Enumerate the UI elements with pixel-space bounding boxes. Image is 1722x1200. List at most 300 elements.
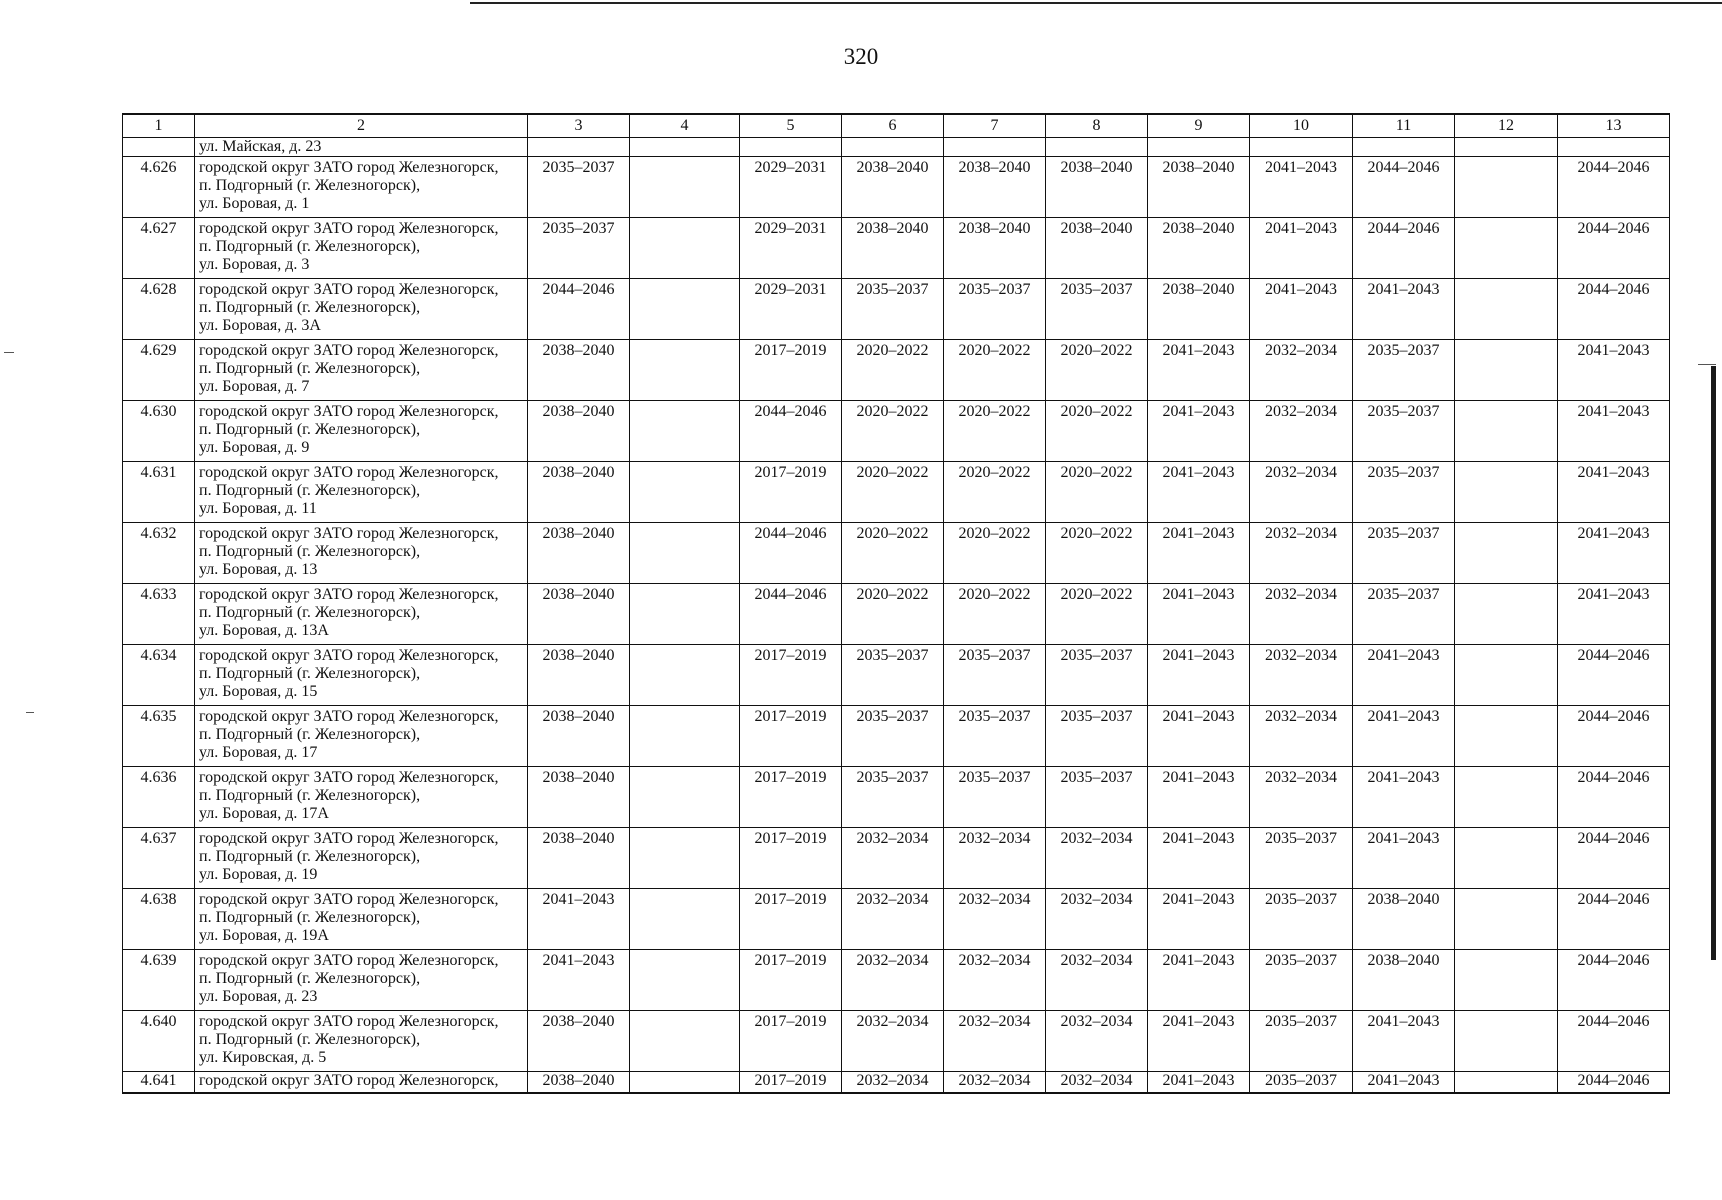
address-line: городской округ ЗАТО город Железногорск, [199,1013,499,1030]
cell-period-c12 [1455,218,1558,279]
table-row [123,279,1670,340]
cell-period-c9: 2038–2040 [1148,279,1250,340]
cell-num [123,138,195,157]
cell-period-c10: 2041–2043 [1250,157,1353,218]
cell-period-c4 [630,279,740,340]
column-header-1: 1 [123,114,195,138]
cell-period-c13: 2044–2046 [1558,279,1670,340]
cell-period-c5: 2017–2019 [740,1072,842,1094]
cell-period-c5: 2017–2019 [740,767,842,828]
cell-period-c10: 2041–2043 [1250,279,1353,340]
table-row [123,828,1670,889]
cell-period-c12 [1455,157,1558,218]
address-line: п. Подгорный (г. Железногорск), [199,604,421,621]
cell-period-c9: 2041–2043 [1148,340,1250,401]
cell-period-c9: 2041–2043 [1148,767,1250,828]
address-line: ул. Боровая, д. 17А [199,805,329,822]
table-row [123,950,1670,1011]
address-line: городской округ ЗАТО город Железногорск, [199,830,499,847]
cell-period-c11: 2044–2046 [1353,157,1455,218]
cell-period-c4 [630,828,740,889]
cell-period-c5: 2017–2019 [740,706,842,767]
table-row [123,401,1670,462]
cell-item-number: 4.636 [123,767,195,828]
cell-address [195,1072,528,1094]
cell-period-c7: 2032–2034 [944,828,1046,889]
cell-address-tail: ул. Майская, д. 23 [195,138,528,157]
cell-period-c4 [630,1072,740,1094]
cell-period-c5: 2017–2019 [740,1011,842,1072]
address-line: городской округ ЗАТО город Железногорск, [199,220,499,237]
cell-item-number: 4.633 [123,584,195,645]
cell-address [195,462,528,523]
cell-period-c13: 2044–2046 [1558,767,1670,828]
cell-period-c5: 2044–2046 [740,584,842,645]
cell-empty [842,138,944,157]
cell-period-c4 [630,401,740,462]
cell-period-c10: 2035–2037 [1250,1011,1353,1072]
cell-period-c8: 2020–2022 [1046,340,1148,401]
cell-period-c4 [630,767,740,828]
cell-empty [1148,138,1250,157]
cell-period-c7: 2020–2022 [944,340,1046,401]
address-line: городской округ ЗАТО город Железногорск, [199,708,499,725]
cell-period-c9: 2038–2040 [1148,157,1250,218]
top-rule [470,2,1722,4]
table-row [123,1011,1670,1072]
cell-period-c7: 2032–2034 [944,950,1046,1011]
cell-period-c12 [1455,767,1558,828]
cell-address [195,340,528,401]
cell-period-c8: 2020–2022 [1046,401,1148,462]
cell-address [195,1011,528,1072]
cell-period-c11: 2041–2043 [1353,1011,1455,1072]
cell-period-c9: 2041–2043 [1148,401,1250,462]
address-line: п. Подгорный (г. Железногорск), [199,726,421,743]
column-header-7: 7 [944,114,1046,138]
cell-period-c11: 2041–2043 [1353,767,1455,828]
cell-item-number: 4.634 [123,645,195,706]
cell-period-c11: 2041–2043 [1353,706,1455,767]
cell-item-number: 4.626 [123,157,195,218]
cell-period-c13: 2044–2046 [1558,1011,1670,1072]
cell-period-c12 [1455,950,1558,1011]
cell-period-c12 [1455,401,1558,462]
cell-empty [1558,138,1670,157]
cell-period-c12 [1455,279,1558,340]
cell-empty [1250,138,1353,157]
address-line: ул. Боровая, д. 11 [199,500,317,517]
cell-period-c5: 2017–2019 [740,462,842,523]
cell-period-c4 [630,523,740,584]
table-row [123,340,1670,401]
address-line: п. Подгорный (г. Железногорск), [199,299,421,316]
cell-period-c7: 2038–2040 [944,218,1046,279]
cell-period-c10: 2032–2034 [1250,340,1353,401]
cell-period-c12 [1455,523,1558,584]
cell-period-c12 [1455,1072,1558,1094]
cell-period-c3: 2038–2040 [528,462,630,523]
cell-item-number: 4.637 [123,828,195,889]
address-line: городской округ ЗАТО город Железногорск, [199,647,499,664]
cell-period-c7: 2035–2037 [944,767,1046,828]
column-header-6: 6 [842,114,944,138]
cell-item-number: 4.630 [123,401,195,462]
cell-period-c13: 2044–2046 [1558,950,1670,1011]
cell-period-c6: 2035–2037 [842,706,944,767]
table-row [123,462,1670,523]
cell-address [195,584,528,645]
cell-period-c5: 2017–2019 [740,828,842,889]
cell-period-c5: 2017–2019 [740,645,842,706]
address-line: п. Подгорный (г. Железногорск), [199,421,421,438]
cell-period-c5: 2044–2046 [740,523,842,584]
column-header-11: 11 [1353,114,1455,138]
cell-period-c8: 2038–2040 [1046,218,1148,279]
cell-period-c13: 2044–2046 [1558,645,1670,706]
address-line: ул. Боровая, д. 23 [199,988,318,1005]
scan-mark [26,712,34,713]
cell-period-c12 [1455,584,1558,645]
cell-period-c7: 2020–2022 [944,462,1046,523]
cell-period-c6: 2032–2034 [842,828,944,889]
address-line: городской округ ЗАТО город Железногорск, [199,891,499,908]
cell-period-c9: 2041–2043 [1148,889,1250,950]
cell-period-c11: 2035–2037 [1353,401,1455,462]
address-line: п. Подгорный (г. Железногорск), [199,970,421,987]
cell-period-c6: 2020–2022 [842,401,944,462]
scan-margin-bar [1711,366,1716,960]
cell-period-c13: 2044–2046 [1558,828,1670,889]
cell-period-c3: 2041–2043 [528,950,630,1011]
address-line: ул. Боровая, д. 17 [199,744,318,761]
cell-period-c4 [630,889,740,950]
column-header-10: 10 [1250,114,1353,138]
cell-period-c13: 2041–2043 [1558,340,1670,401]
cell-period-c10: 2035–2037 [1250,950,1353,1011]
cell-period-c6: 2020–2022 [842,584,944,645]
cell-address [195,950,528,1011]
cell-period-c3: 2035–2037 [528,218,630,279]
housing-schedule-table [122,113,1670,1094]
cell-period-c9: 2041–2043 [1148,1011,1250,1072]
address-line: ул. Боровая, д. 13А [199,622,329,639]
cell-address [195,828,528,889]
cell-period-c3: 2044–2046 [528,279,630,340]
address-line: ул. Кировская, д. 5 [199,1049,327,1066]
cell-item-number: 4.627 [123,218,195,279]
cell-period-c7: 2020–2022 [944,401,1046,462]
cell-period-c5: 2017–2019 [740,340,842,401]
cell-period-c6: 2032–2034 [842,950,944,1011]
address-line: п. Подгорный (г. Железногорск), [199,482,421,499]
cell-period-c9: 2041–2043 [1148,645,1250,706]
cell-period-c12 [1455,340,1558,401]
cell-period-c3: 2038–2040 [528,706,630,767]
cell-period-c11: 2041–2043 [1353,1072,1455,1094]
address-line: городской округ ЗАТО город Железногорск, [199,1072,499,1089]
address-line: городской округ ЗАТО город Железногорск, [199,586,499,603]
cell-period-c3: 2038–2040 [528,340,630,401]
address-line: п. Подгорный (г. Железногорск), [199,238,421,255]
cell-period-c9: 2041–2043 [1148,950,1250,1011]
cell-empty [1455,138,1558,157]
address-line: ул. Боровая, д. 1 [199,195,310,212]
cell-period-c8: 2020–2022 [1046,584,1148,645]
cell-period-c6: 2035–2037 [842,767,944,828]
cell-item-number: 4.631 [123,462,195,523]
cell-period-c11: 2038–2040 [1353,950,1455,1011]
cell-address [195,706,528,767]
cell-item-number: 4.632 [123,523,195,584]
scan-mark [1698,364,1716,365]
cell-period-c6: 2038–2040 [842,157,944,218]
cell-period-c12 [1455,645,1558,706]
cell-period-c5: 2017–2019 [740,950,842,1011]
address-line: ул. Боровая, д. 9 [199,439,310,456]
cell-period-c4 [630,218,740,279]
cell-period-c7: 2038–2040 [944,157,1046,218]
cell-period-c11: 2041–2043 [1353,828,1455,889]
cell-empty [1353,138,1455,157]
cell-period-c10: 2035–2037 [1250,889,1353,950]
cell-period-c6: 2020–2022 [842,462,944,523]
address-line: п. Подгорный (г. Железногорск), [199,909,421,926]
cell-period-c8: 2020–2022 [1046,462,1148,523]
cell-period-c6: 2035–2037 [842,279,944,340]
cell-period-c12 [1455,828,1558,889]
column-header-9: 9 [1148,114,1250,138]
address-line: п. Подгорный (г. Железногорск), [199,787,421,804]
cell-period-c3: 2041–2043 [528,889,630,950]
cell-period-c10: 2041–2043 [1250,218,1353,279]
address-line: городской округ ЗАТО город Железногорск, [199,769,499,786]
cell-period-c8: 2032–2034 [1046,1011,1148,1072]
cell-period-c5: 2029–2031 [740,157,842,218]
table-row [123,706,1670,767]
cell-period-c13: 2044–2046 [1558,889,1670,950]
address-line: п. Подгорный (г. Железногорск), [199,177,421,194]
cell-period-c3: 2038–2040 [528,584,630,645]
cell-period-c8: 2035–2037 [1046,645,1148,706]
cell-period-c3: 2038–2040 [528,767,630,828]
cell-period-c13: 2041–2043 [1558,523,1670,584]
cell-period-c4 [630,584,740,645]
cell-address [195,157,528,218]
cell-period-c3: 2038–2040 [528,401,630,462]
cell-address [195,279,528,340]
cell-period-c9: 2041–2043 [1148,828,1250,889]
table-row [123,584,1670,645]
cell-period-c6: 2032–2034 [842,1011,944,1072]
cell-period-c8: 2035–2037 [1046,767,1148,828]
cell-period-c4 [630,706,740,767]
cell-item-number: 4.628 [123,279,195,340]
address-line: п. Подгорный (г. Железногорск), [199,543,421,560]
cell-period-c9: 2041–2043 [1148,584,1250,645]
cell-period-c3: 2038–2040 [528,828,630,889]
cell-period-c13: 2041–2043 [1558,462,1670,523]
cell-period-c7: 2032–2034 [944,1072,1046,1094]
cell-period-c6: 2020–2022 [842,523,944,584]
table-header [123,114,1670,138]
table-row [123,523,1670,584]
cell-period-c9: 2041–2043 [1148,1072,1250,1094]
column-header-5: 5 [740,114,842,138]
continuation-row [123,138,1670,157]
cell-period-c11: 2038–2040 [1353,889,1455,950]
cell-period-c8: 2020–2022 [1046,523,1148,584]
cell-period-c7: 2020–2022 [944,523,1046,584]
cell-period-c8: 2032–2034 [1046,1072,1148,1094]
address-line: ул. Боровая, д. 19 [199,866,318,883]
cell-period-c12 [1455,706,1558,767]
cell-period-c13: 2044–2046 [1558,1072,1670,1094]
cell-period-c9: 2041–2043 [1148,523,1250,584]
address-line: ул. Боровая, д. 3 [199,256,310,273]
address-line: п. Подгорный (г. Железногорск), [199,848,421,865]
cell-period-c11: 2044–2046 [1353,218,1455,279]
cell-period-c3: 2038–2040 [528,523,630,584]
scan-mark [4,352,14,353]
address-line: ул. Боровая, д. 7 [199,378,310,395]
cell-item-number: 4.641 [123,1072,195,1094]
cell-period-c10: 2032–2034 [1250,645,1353,706]
cell-empty [630,138,740,157]
cell-period-c7: 2032–2034 [944,889,1046,950]
cell-period-c13: 2044–2046 [1558,157,1670,218]
cell-period-c7: 2035–2037 [944,706,1046,767]
table-row [123,218,1670,279]
cell-period-c8: 2032–2034 [1046,950,1148,1011]
cell-period-c13: 2041–2043 [1558,401,1670,462]
cell-period-c3: 2038–2040 [528,645,630,706]
cell-period-c10: 2035–2037 [1250,1072,1353,1094]
cell-period-c10: 2032–2034 [1250,401,1353,462]
cell-item-number: 4.629 [123,340,195,401]
address-line: п. Подгорный (г. Железногорск), [199,665,421,682]
cell-empty [944,138,1046,157]
cell-period-c8: 2035–2037 [1046,279,1148,340]
address-line: городской округ ЗАТО город Железногорск, [199,342,499,359]
cell-period-c13: 2041–2043 [1558,584,1670,645]
cell-period-c7: 2035–2037 [944,645,1046,706]
cell-period-c12 [1455,462,1558,523]
cell-period-c11: 2035–2037 [1353,584,1455,645]
column-header-4: 4 [630,114,740,138]
cell-item-number: 4.640 [123,1011,195,1072]
cell-period-c4 [630,1011,740,1072]
cell-period-c7: 2020–2022 [944,584,1046,645]
table-body [123,138,1670,1094]
cell-period-c6: 2032–2034 [842,889,944,950]
address-line: городской округ ЗАТО город Железногорск, [199,159,499,176]
address-line: п. Подгорный (г. Железногорск), [199,1031,421,1048]
cell-period-c8: 2032–2034 [1046,889,1148,950]
cell-period-c10: 2032–2034 [1250,767,1353,828]
cell-period-c12 [1455,889,1558,950]
table-row [123,767,1670,828]
cell-address [195,218,528,279]
table-row [123,1072,1670,1094]
cell-empty [1046,138,1148,157]
cell-empty [740,138,842,157]
table-row [123,889,1670,950]
address-line: городской округ ЗАТО город Железногорск, [199,525,499,542]
cell-address [195,889,528,950]
address-line: ул. Боровая, д. 13 [199,561,318,578]
cell-period-c6: 2032–2034 [842,1072,944,1094]
table-row [123,157,1670,218]
cell-period-c8: 2035–2037 [1046,706,1148,767]
cell-period-c13: 2044–2046 [1558,706,1670,767]
cell-period-c3: 2038–2040 [528,1072,630,1094]
cell-period-c8: 2032–2034 [1046,828,1148,889]
cell-period-c9: 2038–2040 [1148,218,1250,279]
table-row [123,645,1670,706]
cell-period-c4 [630,645,740,706]
cell-period-c12 [1455,1011,1558,1072]
cell-period-c10: 2035–2037 [1250,828,1353,889]
column-number-row [123,114,1670,138]
cell-period-c5: 2029–2031 [740,218,842,279]
address-line: ул. Боровая, д. 19А [199,927,329,944]
address-line: городской округ ЗАТО город Железногорск, [199,403,499,420]
cell-period-c4 [630,950,740,1011]
cell-period-c4 [630,462,740,523]
cell-item-number: 4.639 [123,950,195,1011]
cell-item-number: 4.638 [123,889,195,950]
column-header-3: 3 [528,114,630,138]
cell-period-c11: 2035–2037 [1353,462,1455,523]
cell-period-c6: 2035–2037 [842,645,944,706]
cell-period-c11: 2041–2043 [1353,279,1455,340]
cell-period-c7: 2032–2034 [944,1011,1046,1072]
cell-period-c3: 2035–2037 [528,157,630,218]
cell-address [195,523,528,584]
page-number: 320 [843,44,879,69]
column-header-8: 8 [1046,114,1148,138]
cell-period-c10: 2032–2034 [1250,584,1353,645]
column-header-12: 12 [1455,114,1558,138]
column-header-13: 13 [1558,114,1670,138]
cell-period-c5: 2017–2019 [740,889,842,950]
cell-period-c5: 2029–2031 [740,279,842,340]
cell-period-c6: 2020–2022 [842,340,944,401]
cell-address [195,401,528,462]
cell-period-c10: 2032–2034 [1250,706,1353,767]
cell-empty [528,138,630,157]
cell-period-c5: 2044–2046 [740,401,842,462]
cell-period-c9: 2041–2043 [1148,462,1250,523]
cell-period-c6: 2038–2040 [842,218,944,279]
cell-period-c8: 2038–2040 [1046,157,1148,218]
address-line: ул. Боровая, д. 15 [199,683,318,700]
cell-period-c10: 2032–2034 [1250,462,1353,523]
address-line: п. Подгорный (г. Железногорск), [199,360,421,377]
address-line: городской округ ЗАТО город Железногорск, [199,464,499,481]
cell-period-c10: 2032–2034 [1250,523,1353,584]
cell-address [195,645,528,706]
column-header-2: 2 [195,114,528,138]
address-line: городской округ ЗАТО город Железногорск, [199,281,499,298]
cell-period-c4 [630,157,740,218]
cell-period-c11: 2041–2043 [1353,645,1455,706]
cell-item-number: 4.635 [123,706,195,767]
cell-period-c11: 2035–2037 [1353,340,1455,401]
cell-address [195,767,528,828]
cell-period-c13: 2044–2046 [1558,218,1670,279]
